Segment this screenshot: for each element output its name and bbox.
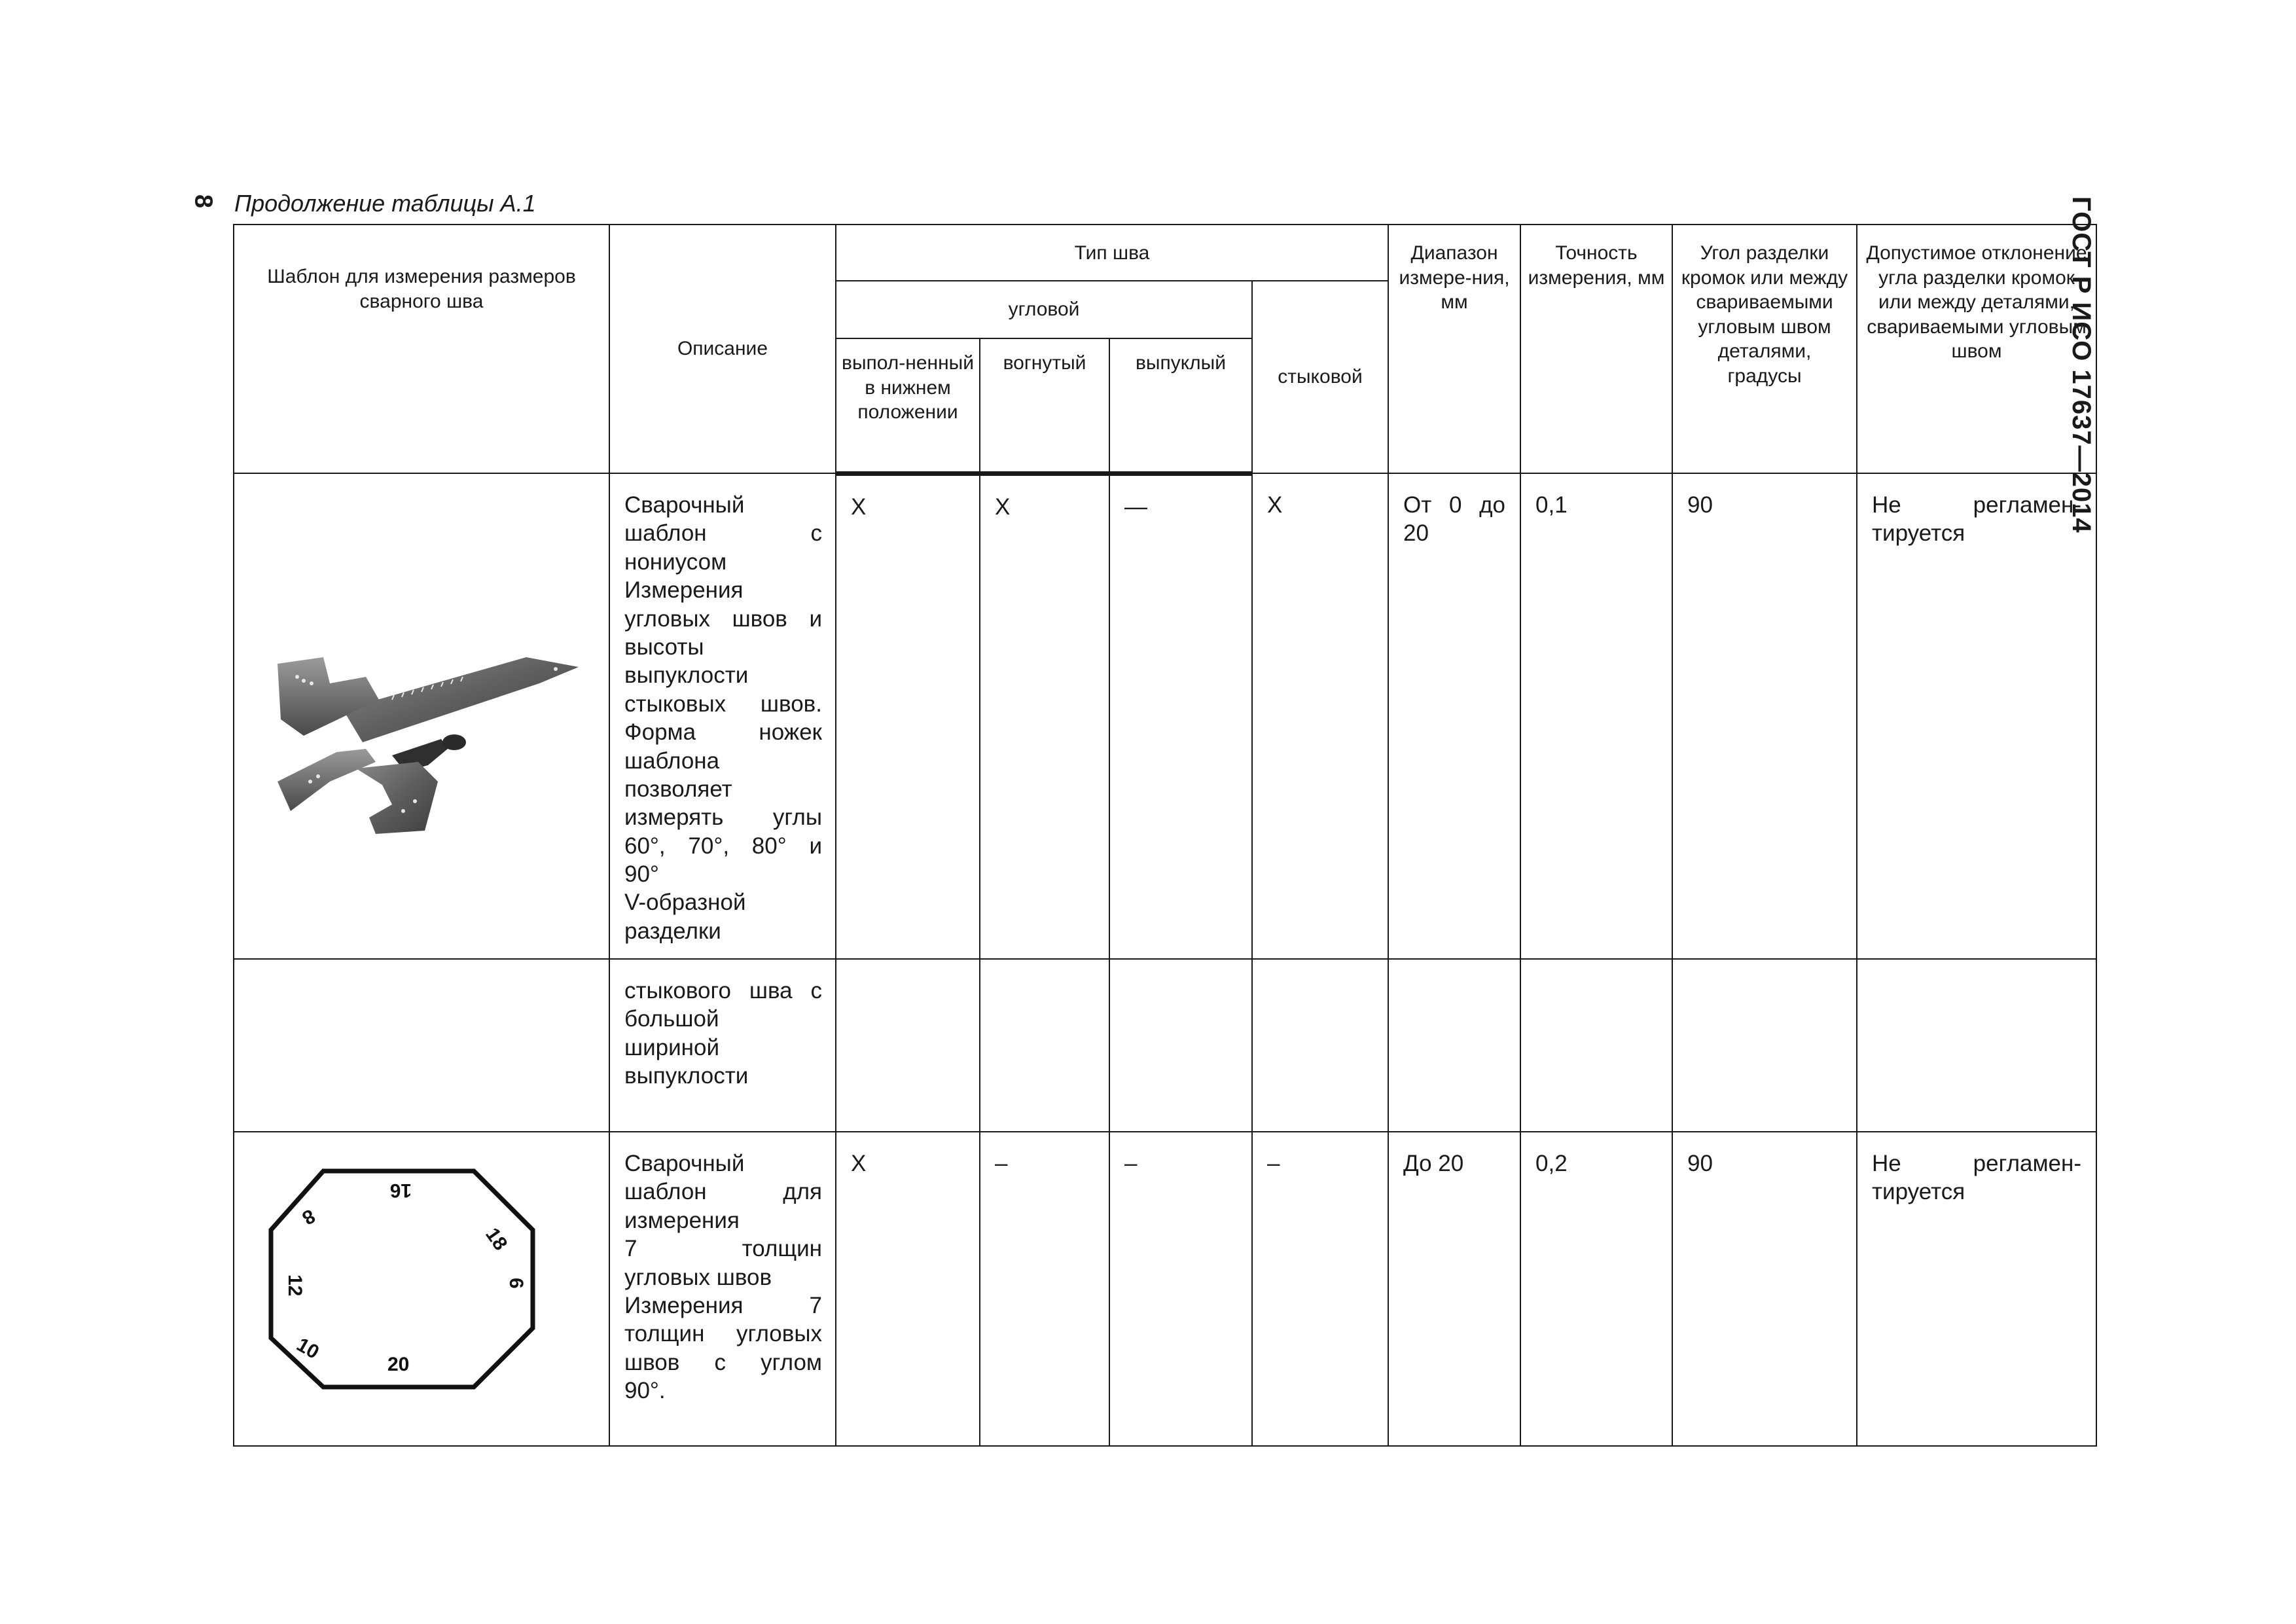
accuracy-value: 0,1 bbox=[1520, 473, 1672, 959]
col-header-weld-type: Тип шва bbox=[836, 225, 1388, 281]
col-header-bevel-angle: Угол разделки кромок или между свариваемыми угловым швом деталями, градусы bbox=[1672, 225, 1857, 473]
tolerance-value bbox=[1857, 473, 2096, 959]
description-line: выпуклости bbox=[624, 662, 749, 689]
description-line: выпуклости bbox=[624, 1063, 749, 1089]
description-line: стыкового шва с bbox=[624, 978, 822, 1003]
description-line: шаблон для bbox=[624, 1179, 822, 1205]
tolerance-line: Не регламен- bbox=[1872, 492, 2082, 518]
gauge-number-12: 12 bbox=[284, 1274, 306, 1297]
fillet-concave-value: X bbox=[980, 473, 1109, 959]
tolerance-line: тируется bbox=[1872, 520, 1965, 547]
empty-cell bbox=[836, 959, 980, 1132]
description-line: большой bbox=[624, 1006, 719, 1032]
description-line: Измерения 7 bbox=[624, 1292, 822, 1318]
page-number: 8 bbox=[189, 194, 217, 209]
gauge-number-6: 6 bbox=[505, 1278, 527, 1289]
description-line: 60°, 70°, 80° и bbox=[624, 833, 822, 859]
range-line: От 0 до bbox=[1403, 492, 1506, 518]
description-line: стыковых швов. bbox=[624, 691, 822, 717]
col-header-fillet: угловой bbox=[836, 281, 1252, 338]
description-line: нониусом bbox=[624, 549, 727, 575]
description-line: Сварочный bbox=[624, 1151, 745, 1176]
description-line: шаблона bbox=[624, 748, 720, 774]
description-cell bbox=[609, 959, 836, 1132]
empty-cell bbox=[1252, 959, 1388, 1132]
description-line: швов с углом bbox=[624, 1349, 822, 1375]
tolerance-value bbox=[1857, 1132, 2096, 1446]
butt-value: X bbox=[1252, 473, 1388, 959]
description-line: позволяет bbox=[624, 776, 732, 802]
butt-value: – bbox=[1252, 1132, 1388, 1446]
fillet-flat-value: X bbox=[836, 473, 980, 959]
col-header-description: Описание bbox=[609, 225, 836, 473]
empty-cell bbox=[234, 959, 609, 1132]
empty-cell bbox=[1520, 959, 1672, 1132]
angle-value: 90 bbox=[1672, 473, 1857, 959]
description-line: Измерения bbox=[624, 577, 744, 604]
fillet-concave-value: – bbox=[980, 1132, 1109, 1446]
range-line: 20 bbox=[1403, 520, 1429, 547]
description-line: угловых швов и bbox=[624, 605, 822, 632]
description-line: толщин угловых bbox=[624, 1321, 822, 1347]
description-line: V-образной bbox=[624, 890, 746, 916]
gauge-number-16: 16 bbox=[389, 1180, 412, 1201]
col-header-fillet-concave: вогнутый bbox=[980, 338, 1109, 473]
description-line: шириной bbox=[624, 1034, 719, 1060]
col-header-fillet-flat: выпол-ненный в нижнем положении bbox=[836, 338, 980, 473]
col-header-tolerance: Допустимое отклонение угла разделки кромок или между деталями, свариваемыми угловым швом bbox=[1857, 225, 2096, 473]
standard-designation-text: ГОСТ Р ИСО 17637—2014 bbox=[2067, 196, 2096, 533]
description-line: измерять углы bbox=[624, 804, 822, 831]
description-line: угловых швов bbox=[624, 1264, 772, 1290]
table-row bbox=[234, 473, 2096, 959]
gauge-photo-cell bbox=[234, 473, 609, 959]
accuracy-value: 0,2 bbox=[1520, 1132, 1672, 1446]
col-header-fillet-convex: выпуклый bbox=[1109, 338, 1252, 473]
description-line: разделки bbox=[624, 918, 721, 944]
description-cell bbox=[609, 473, 836, 959]
weld-gauge-table bbox=[233, 224, 2097, 1447]
empty-cell bbox=[1857, 959, 2096, 1132]
gauge-drawing-cell bbox=[234, 1132, 609, 1446]
description-line: высоты bbox=[624, 634, 704, 660]
table-row bbox=[234, 1132, 2096, 1446]
empty-cell bbox=[1109, 959, 1252, 1132]
fillet-convex-value: – bbox=[1109, 1132, 1252, 1446]
description-line: шаблон с bbox=[624, 520, 822, 547]
gauge-number-10: 10 bbox=[293, 1333, 323, 1363]
range-value: До 20 bbox=[1388, 1132, 1520, 1446]
angle-value: 90 bbox=[1672, 1132, 1857, 1446]
empty-cell bbox=[980, 959, 1109, 1132]
description-cell bbox=[609, 1132, 836, 1446]
gauge-number-20: 20 bbox=[387, 1354, 410, 1375]
empty-cell bbox=[1388, 959, 1520, 1132]
col-header-range: Диапазон измере-ния, мм bbox=[1388, 225, 1520, 473]
description-line: 90° bbox=[624, 861, 659, 888]
empty-cell bbox=[1672, 959, 1857, 1132]
tolerance-line: Не регламен- bbox=[1872, 1151, 2082, 1176]
range-value bbox=[1388, 473, 1520, 959]
col-header-accuracy: Точность измерения, мм bbox=[1520, 225, 1672, 473]
gauge-number-8: 8 bbox=[298, 1204, 319, 1229]
description-line: Сварочный bbox=[624, 492, 745, 518]
tolerance-line: тируется bbox=[1872, 1179, 1965, 1205]
description-line: 90°. bbox=[624, 1378, 666, 1404]
welding-vernier-gauge-image bbox=[251, 585, 592, 847]
fillet-flat-value: X bbox=[836, 1132, 980, 1446]
col-header-butt: стыковой bbox=[1252, 281, 1388, 473]
table-continuation-caption: Продолжение таблицы А.1 bbox=[234, 190, 536, 217]
description-line: измерения bbox=[624, 1207, 740, 1233]
octagonal-fillet-gauge-image bbox=[251, 1158, 592, 1420]
table-row bbox=[234, 959, 2096, 1132]
description-line: 7 толщин bbox=[624, 1236, 822, 1262]
gauge-number-18: 18 bbox=[481, 1223, 512, 1255]
fillet-convex-value: — bbox=[1109, 473, 1252, 959]
description-line: Форма ножек bbox=[624, 719, 822, 746]
col-header-template: Шаблон для измерения размеров сварного шва bbox=[234, 225, 609, 473]
